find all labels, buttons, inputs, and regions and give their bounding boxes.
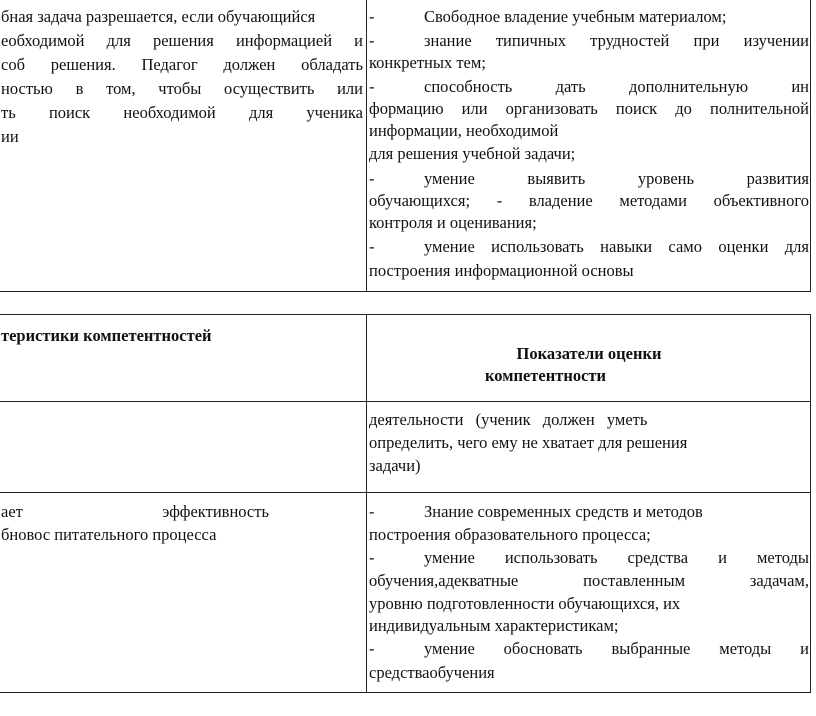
list-item: умение использовать средства и методы	[424, 548, 809, 567]
text-line: соб решения. Педагог должен обладать	[1, 55, 363, 74]
text-line: бновос питательного процесса	[1, 525, 217, 544]
text-line: обучающихся; - владение методами объективного	[369, 191, 809, 210]
list-dash: -	[369, 169, 375, 188]
list-item: Свободное владение учебным материалом;	[424, 7, 727, 26]
text-line: средстваобучения	[369, 663, 495, 682]
column-divider	[366, 0, 367, 291]
text-line: задачи)	[369, 456, 421, 475]
text-line: построения образовательного процесса;	[369, 525, 651, 544]
text-line: индивидуальным характеристикам;	[369, 616, 619, 635]
list-dash: -	[369, 7, 375, 26]
list-item: знание типичных трудностей при изучении	[424, 31, 809, 50]
column-header-indicators-line2: компетентности	[485, 366, 607, 385]
list-dash: -	[369, 502, 375, 521]
column-header-indicators: Показатели оценки	[516, 344, 662, 363]
list-item: Знание современных средств и методов	[424, 502, 703, 521]
list-dash: -	[369, 548, 375, 567]
text-line: еобходимой для решения информацией и	[1, 31, 363, 50]
competence-table-bottom	[0, 314, 811, 693]
column-header-characteristics: теристики компетентностей	[1, 326, 212, 345]
text-line: определить, чего ему не хватает для решения	[369, 433, 688, 452]
list-item: способность дать дополнительную ин	[424, 77, 809, 96]
list-item: умение использовать навыки само оценки для	[424, 237, 809, 256]
list-item: умение обосновать выбранные методы и	[424, 639, 809, 658]
competence-table-top	[0, 0, 811, 292]
text-line: для решения учебной задачи;	[369, 144, 576, 163]
row-divider	[0, 401, 811, 402]
list-dash: -	[369, 639, 375, 658]
list-dash: -	[369, 237, 375, 256]
text-line: конкретных тем;	[369, 53, 486, 72]
text-line: уровню подготовленности обучающихся, их	[369, 594, 681, 613]
column-divider	[366, 315, 367, 692]
text-line: ностью в том, чтобы осуществить или	[1, 79, 363, 98]
text-line: обучения,адекватные поставленным задачам,	[369, 571, 809, 590]
text-line: бная задача разрешается, если обучающийся	[1, 7, 316, 26]
row-divider	[0, 492, 811, 493]
text-line: формацию или организовать поиск до полнительной	[369, 99, 809, 118]
text-line: ть поиск необходимой для ученика	[1, 103, 363, 122]
list-dash: -	[369, 31, 375, 50]
list-dash: -	[369, 77, 375, 96]
text-line: ии	[1, 127, 19, 146]
text-line: контроля и оценивания;	[369, 213, 537, 232]
list-item: умение выявить уровень развития	[424, 169, 809, 188]
text-line: деятельности (ученик должен уметь	[369, 410, 648, 429]
text-line: построения информационной основы	[369, 261, 634, 280]
text-line: информации, необходимой	[369, 121, 559, 140]
text-line: ает эффективность	[1, 502, 269, 521]
